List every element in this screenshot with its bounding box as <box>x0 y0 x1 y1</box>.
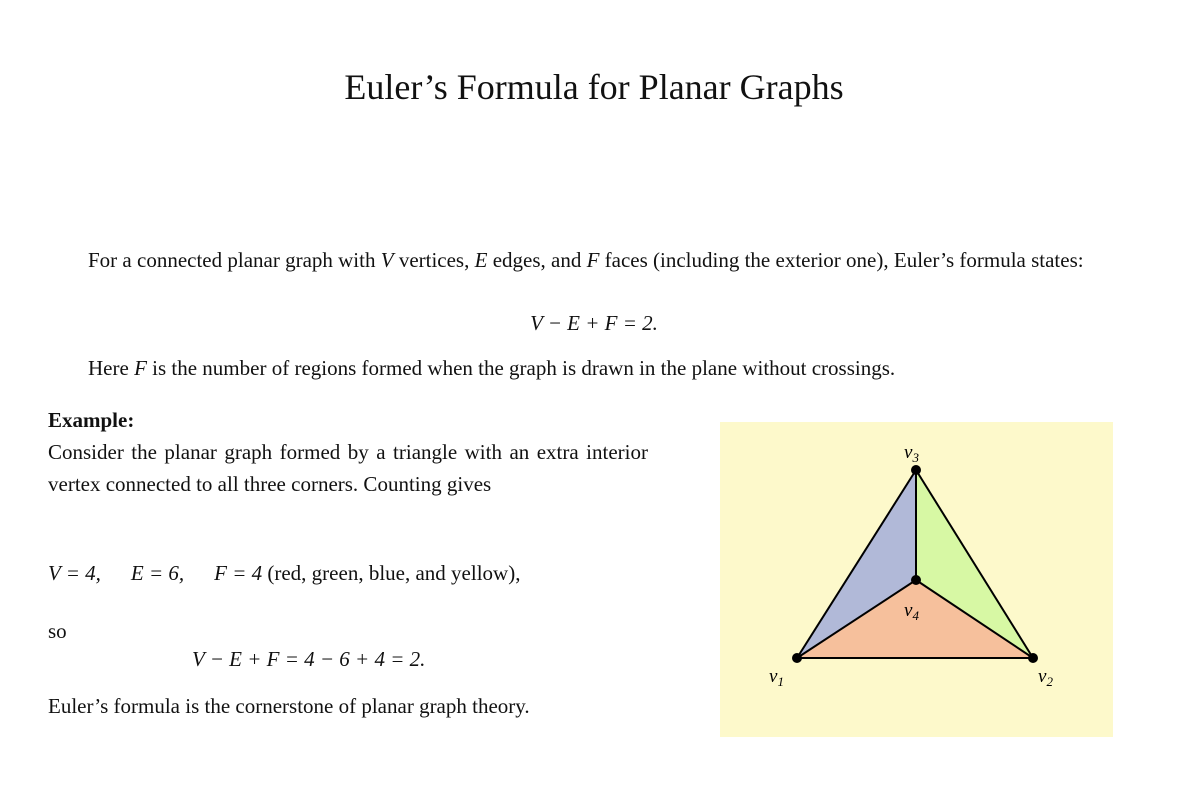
label-v4: $v_4$ <box>904 600 919 623</box>
formula-text: V − E + F = 2. <box>530 311 658 335</box>
label-v2: $v_2$ <box>1038 666 1053 689</box>
count-e: E = 6, <box>130 561 185 585</box>
vertex-v2 <box>1028 653 1038 663</box>
intro-text-2: vertices, <box>393 248 475 272</box>
result-text: V − E + F = 4 − 6 + 4 = 2. <box>192 647 426 671</box>
graph-svg <box>720 422 1113 737</box>
euler-formula <box>0 311 1188 336</box>
note-paragraph <box>48 352 1133 384</box>
so-word: so <box>48 619 67 643</box>
intro-text-3: edges, and <box>487 248 587 272</box>
vertex-v4 <box>911 575 921 585</box>
example-block <box>48 404 648 500</box>
var-f: F <box>586 248 600 272</box>
closing-paragraph: Euler’s formula is the cornerstone of planar graph theory. <box>48 694 530 718</box>
note-var-f: F <box>134 356 147 380</box>
var-v: V <box>380 248 394 272</box>
example-result <box>192 647 425 672</box>
page-title: Euler’s Formula for Planar Graphs <box>344 67 844 107</box>
vertex-v3 <box>911 465 921 475</box>
label-v1: $v_1$ <box>769 666 784 689</box>
count-description: (red, green, blue, and yellow), <box>267 561 521 585</box>
label-v3: $v_3$ <box>904 442 919 465</box>
count-v: V = 4, <box>48 561 101 585</box>
var-e: E <box>474 248 488 272</box>
note-text-2: is the number of regions formed when the graph is drawn in the plane without crossings. <box>146 356 896 380</box>
example-counts <box>48 557 648 589</box>
example-heading: Example: <box>48 408 135 432</box>
vertex-v1 <box>792 653 802 663</box>
count-f: F = 4 <box>214 561 263 585</box>
intro-paragraph <box>48 244 1133 276</box>
intro-text-4: faces (including the exterior one), Euler’s formula states: <box>599 248 1084 272</box>
graph-figure <box>720 422 1113 737</box>
example-text: Consider the planar graph formed by a triangle with an extra interior vertex connected to all three corners. Counting gives <box>48 440 648 496</box>
note-text-1: Here <box>88 356 135 380</box>
intro-text-1: For a connected planar graph with <box>88 248 381 272</box>
